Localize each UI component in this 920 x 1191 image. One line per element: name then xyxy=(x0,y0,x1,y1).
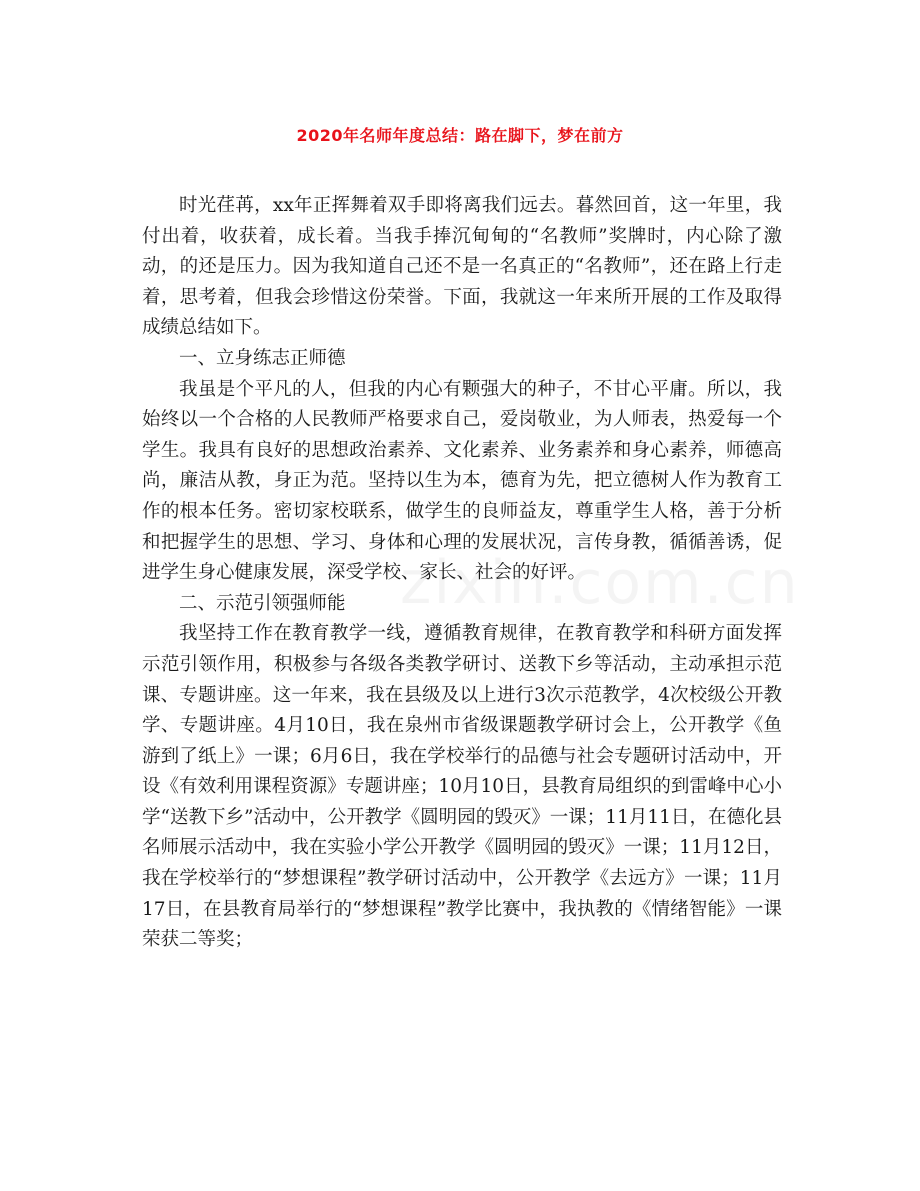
section-1-paragraph: 我虽是个平凡的人，但我的内心有颗强大的种子，不甘心平庸。所以，我始终以一个合格的人民教师严格要求自己，爱岗敬业，为人师表，热爱每一个学生。我具有良好的思想政治素养、文化素养、业务素养和身心素养，师德高尚，廉洁从教，身正为范。坚持以生为本，德育为先，把立德树人作为教育工作的根本任务。密切家校联系，做学生的良师益友，尊重学生人格，善于分析和把握学生的思想、学习、身体和心理的发展状况，言传身教，循循善诱，促进学生身心健康发展，深受学校、家长、社会的好评。 xyxy=(142,378,782,584)
section-heading-1: 一、立身练志正师德 xyxy=(179,347,346,369)
document-title: 2020年名师年度总结：路在脚下，梦在前方 xyxy=(296,126,624,145)
section-2-paragraph: 我坚持工作在教育教学一线，遵循教育规律，在教育教学和科研方面发挥示范引领作用，积极参与各级各类教学研讨、送教下乡等活动，主动承担示范课、专题讲座。这一年来，我在县级及以上进行3次示范教学，4次校级公开教学、专题讲座。4月10日，我在泉州市省级课题教学研讨会上，公开教学《鱼游到了纸上》一课；6月6日，我在学校举行的品德与社会专题研讨活动中，开设《有效利用课程资源》专题讲座；10月10日，县教育局组织的到雷峰中心小学“送教下乡”活动中，公开教学《圆明园的毁灭》一课；11月11日，在德化县名师展示活动中，我在实验小学公开教学《圆明园的毁灭》一课；11月12日，我在学校举行的“梦想课程”教学研讨活动中，公开教学《去远方》一课；11月17日，在县教育局举行的“梦想课程”教学比赛中，我执教的《情绪智能》一课荣获二等奖； xyxy=(142,623,782,951)
intro-paragraph: 时光荏苒，xx年正挥舞着双手即将离我们远去。暮然回首，这一年里，我付出着，收获着，成长着。当我手捧沉甸甸的“名教师”奖牌时，内心除了激动，的还是压力。因为我知道自己还不是一名真正的“名教师”，还在路上行走着，思考着，但我会珍惜这份荣誉。下面，我就这一年来所开展的工作及取得成绩总结如下。 xyxy=(142,195,782,339)
document-body xyxy=(142,191,782,956)
section-heading-2: 二、示范引领强师能 xyxy=(179,592,346,614)
